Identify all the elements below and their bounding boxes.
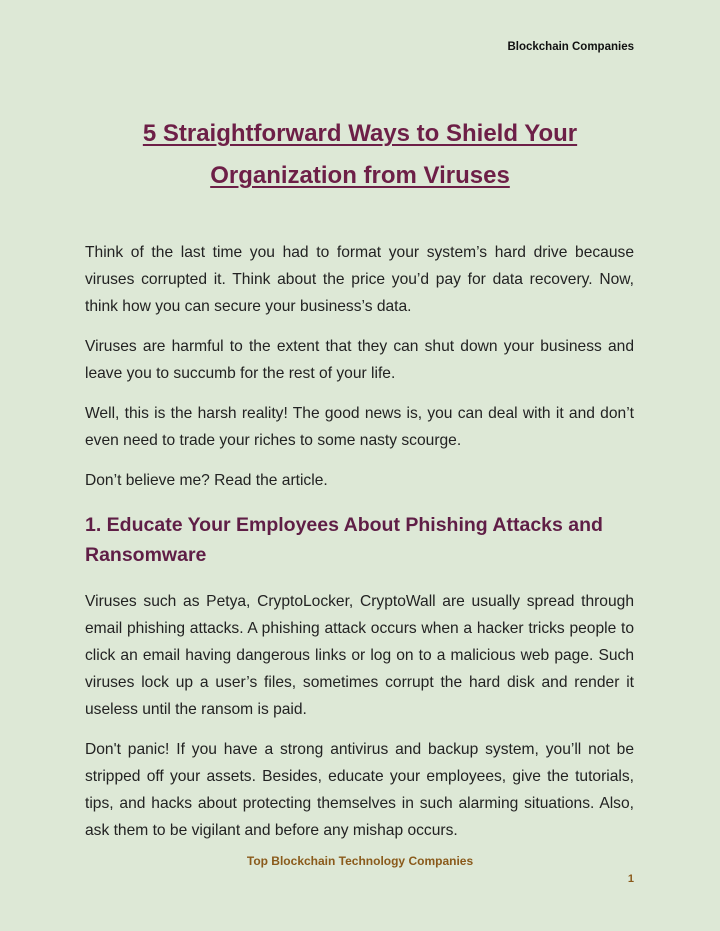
page-number: 1 [627, 873, 634, 885]
article-body [85, 239, 634, 857]
body-paragraph: Well, this is the harsh reality! The good news is, you can deal with it and don’t even need to trade your riches to some nasty scourge. [85, 405, 634, 449]
section-heading: 1. Educate Your Employees About Phishing Attacks and Ransomware [85, 514, 603, 566]
body-paragraph: Don’t believe me? Read the article. [85, 472, 328, 489]
footer-link[interactable]: Top Blockchain Technology Companies [246, 854, 474, 868]
article-title [100, 113, 620, 197]
article-title-text: 5 Straightforward Ways to Shield Your Organization from Viruses [142, 120, 578, 189]
body-paragraph: Viruses are harmful to the extent that they can shut down your business and leave you to succumb for the rest of your life. [85, 338, 634, 382]
intro-paragraph: Think of the last time you had to format your system’s hard drive because viruses corrupted it. Think about the price you’d pay for data recovery. Now, think how you can secure your business’s data. [85, 244, 634, 315]
header-company-name: Blockchain Companies [507, 41, 634, 53]
section-paragraph: Viruses such as Petya, CryptoLocker, CryptoWall are usually spread through email phishing attacks. A phishing attack occurs when a hacker tricks people to click an email having dangerous links or log on to a malicious web page. Such viruses lock up a user’s files, sometimes corrupt the hard disk and render it useless until the ransom is paid. [85, 593, 634, 718]
section-paragraph: Don't panic! If you have a strong antivirus and backup system, you’ll not be stripped off your assets. Besides, educate your employees, give the tutorials, tips, and hacks about protecting themselves in such alarming situations. Also, ask them to be vigilant and before any mishap occurs. [85, 741, 634, 839]
